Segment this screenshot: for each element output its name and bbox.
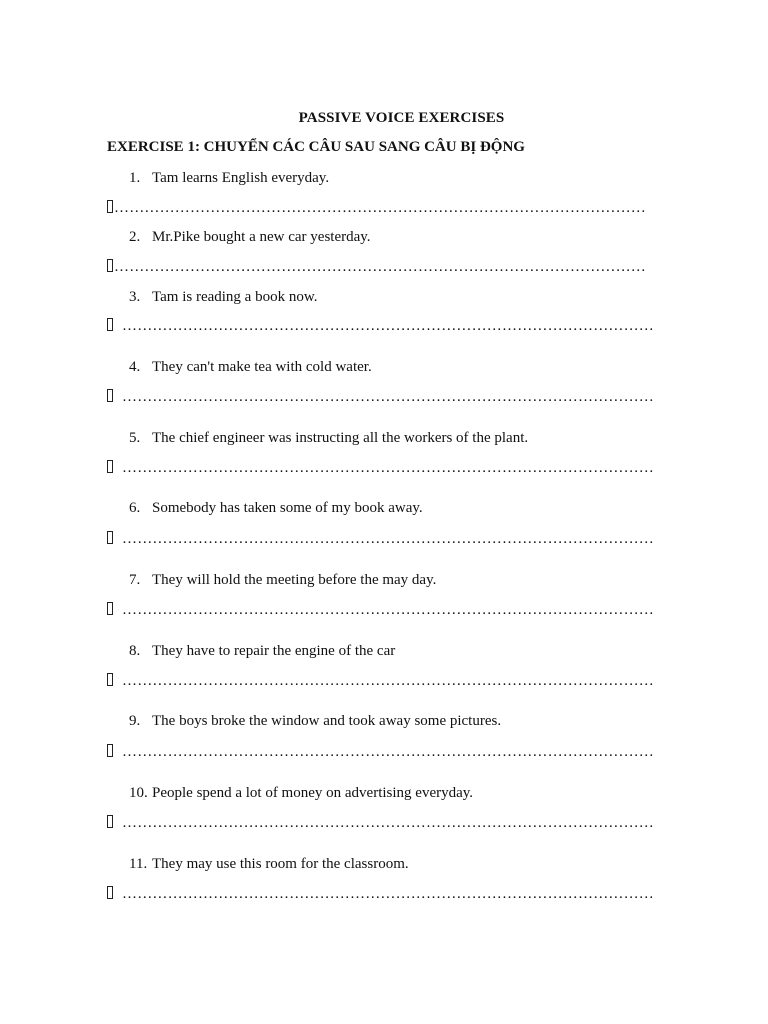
question-number: 8. (129, 643, 141, 659)
answer-dots: …………………………………………………………………………………………… (122, 815, 654, 831)
question-10 (129, 785, 473, 802)
question-5 (129, 430, 528, 447)
question-9 (129, 713, 501, 730)
question-sentence: They will hold the meeting before the may day. (152, 572, 437, 588)
question-sentence: Mr.Pike bought a new car yesterday. (152, 229, 371, 245)
question-sentence: The boys broke the window and took away some pictures. (152, 713, 502, 729)
arrow-bullet-icon (107, 602, 113, 615)
question-sentence: The chief engineer was instructing all the workers of the plant. (152, 430, 529, 446)
question-number: 5. (129, 430, 141, 446)
answer-line-4[interactable] (107, 389, 654, 406)
arrow-bullet-icon (107, 318, 113, 331)
question-11 (129, 856, 409, 873)
answer-dots: …………………………………………………………………………………………… (122, 744, 654, 760)
question-8 (129, 643, 395, 660)
question-sentence: Tam learns English everyday. (152, 170, 330, 186)
answer-line-6[interactable] (107, 531, 654, 548)
answer-dots: …………………………………………………………………………………………… (122, 531, 654, 547)
question-number: 1. (129, 170, 141, 186)
answer-line-3[interactable] (107, 318, 654, 335)
question-number: 10. (129, 785, 148, 801)
arrow-bullet-icon (107, 389, 113, 402)
answer-line-9[interactable] (107, 744, 654, 761)
question-3 (129, 289, 317, 306)
arrow-bullet-icon (107, 673, 113, 686)
question-number: 9. (129, 713, 141, 729)
arrow-bullet-icon (107, 886, 113, 899)
question-number: 2. (129, 229, 141, 245)
answer-dots: …………………………………………………………………………………………… (122, 886, 654, 902)
question-number: 6. (129, 500, 141, 516)
question-7 (129, 572, 436, 589)
answer-dots: …………………………………………………………………………………………… (122, 460, 654, 476)
question-number: 7. (129, 572, 141, 588)
answer-dots: …………………………………………………………………………………………… (122, 602, 654, 618)
document-title: PASSIVE VOICE EXERCISES (298, 110, 505, 126)
question-2 (129, 229, 371, 246)
answer-line-8[interactable] (107, 673, 654, 690)
answer-line-10[interactable] (107, 815, 654, 832)
arrow-bullet-icon (107, 460, 113, 473)
answer-line-11[interactable] (107, 886, 654, 903)
answer-dots: …………………………………………………………………………………………… (122, 673, 654, 689)
answer-dots: …………………………………………………………………………………………… (122, 318, 654, 334)
answer-dots: …………………………………………………………………………………………… (122, 389, 654, 405)
arrow-bullet-icon (107, 200, 113, 213)
question-sentence: They have to repair the engine of the car (152, 643, 396, 659)
arrow-bullet-icon (107, 815, 113, 828)
question-sentence: They can't make tea with cold water. (152, 359, 372, 375)
answer-line-1[interactable] (107, 200, 646, 217)
answer-dots: …………………………………………………………………………………………… (114, 259, 646, 275)
answer-dots: …………………………………………………………………………………………… (114, 200, 646, 216)
question-4 (129, 359, 372, 376)
question-number: 4. (129, 359, 141, 375)
answer-line-7[interactable] (107, 602, 654, 619)
arrow-bullet-icon (107, 259, 113, 272)
question-number: 3. (129, 289, 141, 305)
arrow-bullet-icon (107, 744, 113, 757)
answer-line-2[interactable] (107, 259, 646, 276)
question-sentence: Somebody has taken some of my book away. (152, 500, 423, 516)
answer-line-5[interactable] (107, 460, 654, 477)
question-6 (129, 500, 423, 517)
question-sentence: They may use this room for the classroom. (152, 856, 409, 872)
question-sentence: Tam is reading a book now. (152, 289, 318, 305)
arrow-bullet-icon (107, 531, 113, 544)
question-sentence: People spend a lot of money on advertising everyday. (152, 785, 474, 801)
question-number: 11. (129, 856, 148, 872)
question-1 (129, 170, 329, 187)
exercise-heading: EXERCISE 1: CHUYỂN CÁC CÂU SAU SANG CÂU BỊ ĐỘNG (107, 139, 525, 155)
